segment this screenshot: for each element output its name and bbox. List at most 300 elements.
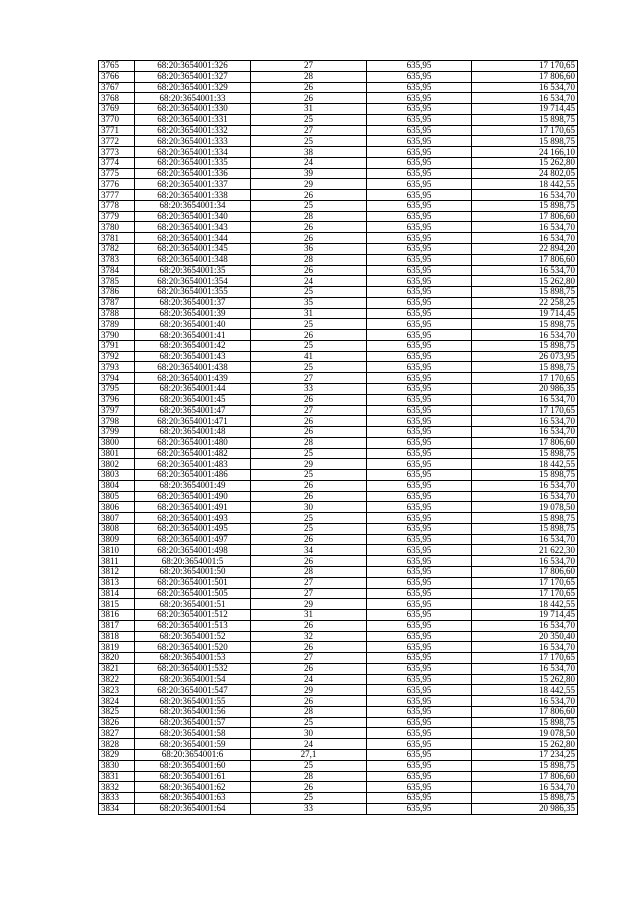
row-number: 3773 xyxy=(99,147,135,158)
rate-value: 635,95 xyxy=(367,244,472,255)
row-number: 3825 xyxy=(99,706,135,717)
table-row xyxy=(99,373,578,384)
cadastral-number: 68:20:3654001:61 xyxy=(135,771,251,782)
rate-value: 635,95 xyxy=(367,147,472,158)
area-value: 29 xyxy=(251,179,367,190)
row-number: 3789 xyxy=(99,319,135,330)
cadastral-number: 68:20:3654001:332 xyxy=(135,125,251,136)
total-value: 15 898,75 xyxy=(472,513,578,524)
area-value: 27 xyxy=(251,125,367,136)
cadastral-number: 68:20:3654001:52 xyxy=(135,631,251,642)
rate-value: 635,95 xyxy=(367,340,472,351)
total-value: 16 534,70 xyxy=(472,696,578,707)
total-value: 18 442,55 xyxy=(472,685,578,696)
table-row xyxy=(99,717,578,728)
row-number: 3824 xyxy=(99,696,135,707)
row-number: 3795 xyxy=(99,383,135,394)
cadastral-number: 68:20:3654001:327 xyxy=(135,71,251,82)
cadastral-number: 68:20:3654001:343 xyxy=(135,222,251,233)
table-row xyxy=(99,760,578,771)
row-number: 3776 xyxy=(99,179,135,190)
area-value: 24 xyxy=(251,674,367,685)
rate-value: 635,95 xyxy=(367,610,472,621)
area-value: 26 xyxy=(251,480,367,491)
cadastral-number: 68:20:3654001:35 xyxy=(135,265,251,276)
rate-value: 635,95 xyxy=(367,362,472,373)
total-value: 15 898,75 xyxy=(472,136,578,147)
rate-value: 635,95 xyxy=(367,168,472,179)
cadastral-number: 68:20:3654001:483 xyxy=(135,459,251,470)
rate-value: 635,95 xyxy=(367,383,472,394)
row-number: 3827 xyxy=(99,728,135,739)
row-number: 3813 xyxy=(99,577,135,588)
cadastral-number: 68:20:3654001:547 xyxy=(135,685,251,696)
row-number: 3806 xyxy=(99,502,135,513)
rate-value: 635,95 xyxy=(367,330,472,341)
total-value: 15 898,75 xyxy=(472,200,578,211)
row-number: 3815 xyxy=(99,599,135,610)
cadastral-number: 68:20:3654001:45 xyxy=(135,394,251,405)
cadastral-number: 68:20:3654001:39 xyxy=(135,308,251,319)
rate-value: 635,95 xyxy=(367,297,472,308)
rate-value: 635,95 xyxy=(367,179,472,190)
table-row xyxy=(99,394,578,405)
table-row xyxy=(99,125,578,136)
row-number: 3797 xyxy=(99,405,135,416)
rate-value: 635,95 xyxy=(367,319,472,330)
cadastral-number: 68:20:3654001:486 xyxy=(135,470,251,481)
rate-value: 635,95 xyxy=(367,480,472,491)
area-value: 27 xyxy=(251,61,367,72)
rate-value: 635,95 xyxy=(367,394,472,405)
row-number: 3799 xyxy=(99,427,135,438)
rate-value: 635,95 xyxy=(367,523,472,534)
row-number: 3803 xyxy=(99,470,135,481)
total-value: 17 170,65 xyxy=(472,125,578,136)
area-value: 26 xyxy=(251,556,367,567)
total-value: 17 170,65 xyxy=(472,588,578,599)
cadastral-number: 68:20:3654001:344 xyxy=(135,233,251,244)
area-value: 28 xyxy=(251,771,367,782)
cadastral-number: 68:20:3654001:56 xyxy=(135,706,251,717)
table-row xyxy=(99,470,578,481)
cadastral-number: 68:20:3654001:498 xyxy=(135,545,251,556)
cadastral-number: 68:20:3654001:491 xyxy=(135,502,251,513)
total-value: 17 170,65 xyxy=(472,577,578,588)
table-row xyxy=(99,750,578,761)
table-row xyxy=(99,405,578,416)
area-value: 27 xyxy=(251,405,367,416)
table-row xyxy=(99,728,578,739)
row-number: 3819 xyxy=(99,642,135,653)
table-row xyxy=(99,480,578,491)
total-value: 16 534,70 xyxy=(472,82,578,93)
rate-value: 635,95 xyxy=(367,631,472,642)
row-number: 3792 xyxy=(99,351,135,362)
area-value: 36 xyxy=(251,244,367,255)
row-number: 3790 xyxy=(99,330,135,341)
rate-value: 635,95 xyxy=(367,211,472,222)
table-body xyxy=(99,61,578,815)
row-number: 3798 xyxy=(99,416,135,427)
row-number: 3833 xyxy=(99,793,135,804)
rate-value: 635,95 xyxy=(367,416,472,427)
total-value: 16 534,70 xyxy=(472,480,578,491)
cadastral-number: 68:20:3654001:495 xyxy=(135,523,251,534)
total-value: 16 534,70 xyxy=(472,190,578,201)
rate-value: 635,95 xyxy=(367,61,472,72)
row-number: 3772 xyxy=(99,136,135,147)
cadastral-number: 68:20:3654001:59 xyxy=(135,739,251,750)
row-number: 3808 xyxy=(99,523,135,534)
area-value: 28 xyxy=(251,437,367,448)
table-row xyxy=(99,642,578,653)
rate-value: 635,95 xyxy=(367,276,472,287)
table-row xyxy=(99,383,578,394)
table-row xyxy=(99,157,578,168)
area-value: 35 xyxy=(251,297,367,308)
rate-value: 635,95 xyxy=(367,696,472,707)
area-value: 27 xyxy=(251,588,367,599)
table-row xyxy=(99,803,578,814)
area-value: 26 xyxy=(251,427,367,438)
area-value: 26 xyxy=(251,620,367,631)
table-row xyxy=(99,566,578,577)
total-value: 15 898,75 xyxy=(472,114,578,125)
table-row xyxy=(99,82,578,93)
row-number: 3828 xyxy=(99,739,135,750)
area-value: 39 xyxy=(251,168,367,179)
area-value: 27 xyxy=(251,373,367,384)
area-value: 28 xyxy=(251,211,367,222)
table-row xyxy=(99,61,578,72)
total-value: 17 806,60 xyxy=(472,706,578,717)
row-number: 3805 xyxy=(99,491,135,502)
rate-value: 635,95 xyxy=(367,771,472,782)
total-value: 22 894,20 xyxy=(472,244,578,255)
row-number: 3817 xyxy=(99,620,135,631)
total-value: 16 534,70 xyxy=(472,491,578,502)
area-value: 28 xyxy=(251,254,367,265)
rate-value: 635,95 xyxy=(367,793,472,804)
table-row xyxy=(99,319,578,330)
cadastral-number: 68:20:3654001:326 xyxy=(135,61,251,72)
table-row xyxy=(99,491,578,502)
rate-value: 635,95 xyxy=(367,93,472,104)
table-row xyxy=(99,448,578,459)
total-value: 18 442,55 xyxy=(472,179,578,190)
area-value: 25 xyxy=(251,448,367,459)
total-value: 16 534,70 xyxy=(472,534,578,545)
cadastral-number: 68:20:3654001:60 xyxy=(135,760,251,771)
table-row xyxy=(99,793,578,804)
row-number: 3802 xyxy=(99,459,135,470)
area-value: 25 xyxy=(251,793,367,804)
total-value: 16 534,70 xyxy=(472,222,578,233)
table-row xyxy=(99,663,578,674)
table-row xyxy=(99,696,578,707)
area-value: 32 xyxy=(251,631,367,642)
total-value: 16 534,70 xyxy=(472,265,578,276)
area-value: 26 xyxy=(251,265,367,276)
cadastral-number: 68:20:3654001:42 xyxy=(135,340,251,351)
row-number: 3800 xyxy=(99,437,135,448)
total-value: 16 534,70 xyxy=(472,416,578,427)
table-row xyxy=(99,771,578,782)
rate-value: 635,95 xyxy=(367,685,472,696)
row-number: 3809 xyxy=(99,534,135,545)
row-number: 3826 xyxy=(99,717,135,728)
total-value: 16 534,70 xyxy=(472,427,578,438)
area-value: 26 xyxy=(251,416,367,427)
cadastral-number: 68:20:3654001:34 xyxy=(135,200,251,211)
area-value: 28 xyxy=(251,706,367,717)
row-number: 3770 xyxy=(99,114,135,125)
area-value: 27 xyxy=(251,653,367,664)
area-value: 38 xyxy=(251,147,367,158)
rate-value: 635,95 xyxy=(367,437,472,448)
row-number: 3818 xyxy=(99,631,135,642)
table-row xyxy=(99,599,578,610)
rate-value: 635,95 xyxy=(367,566,472,577)
area-value: 25 xyxy=(251,200,367,211)
cadastral-number: 68:20:3654001:57 xyxy=(135,717,251,728)
total-value: 24 802,05 xyxy=(472,168,578,179)
table-row xyxy=(99,351,578,362)
cadastral-number: 68:20:3654001:345 xyxy=(135,244,251,255)
rate-value: 635,95 xyxy=(367,717,472,728)
row-number: 3780 xyxy=(99,222,135,233)
table-row xyxy=(99,308,578,319)
area-value: 26 xyxy=(251,642,367,653)
total-value: 17 170,65 xyxy=(472,653,578,664)
table-row xyxy=(99,233,578,244)
area-value: 25 xyxy=(251,470,367,481)
rate-value: 635,95 xyxy=(367,706,472,717)
row-number: 3812 xyxy=(99,566,135,577)
cadastral-number: 68:20:3654001:482 xyxy=(135,448,251,459)
row-number: 3807 xyxy=(99,513,135,524)
table-row xyxy=(99,674,578,685)
cadastral-number: 68:20:3654001:490 xyxy=(135,491,251,502)
total-value: 15 898,75 xyxy=(472,362,578,373)
cadastral-number: 68:20:3654001:33 xyxy=(135,93,251,104)
area-value: 26 xyxy=(251,222,367,233)
area-value: 28 xyxy=(251,71,367,82)
cadastral-number: 68:20:3654001:501 xyxy=(135,577,251,588)
row-number: 3814 xyxy=(99,588,135,599)
rate-value: 635,95 xyxy=(367,136,472,147)
cadastral-number: 68:20:3654001:497 xyxy=(135,534,251,545)
total-value: 15 898,75 xyxy=(472,760,578,771)
row-number: 3778 xyxy=(99,200,135,211)
cadastral-number: 68:20:3654001:329 xyxy=(135,82,251,93)
area-value: 27 xyxy=(251,577,367,588)
row-number: 3804 xyxy=(99,480,135,491)
area-value: 26 xyxy=(251,782,367,793)
rate-value: 635,95 xyxy=(367,448,472,459)
table-row xyxy=(99,297,578,308)
cadastral-number: 68:20:3654001:439 xyxy=(135,373,251,384)
total-value: 17 806,60 xyxy=(472,771,578,782)
total-value: 22 258,25 xyxy=(472,297,578,308)
row-number: 3821 xyxy=(99,663,135,674)
row-number: 3823 xyxy=(99,685,135,696)
row-number: 3811 xyxy=(99,556,135,567)
total-value: 17 806,60 xyxy=(472,211,578,222)
cadastral-number: 68:20:3654001:49 xyxy=(135,480,251,491)
area-value: 31 xyxy=(251,610,367,621)
table-row xyxy=(99,437,578,448)
rate-value: 635,95 xyxy=(367,470,472,481)
total-value: 16 534,70 xyxy=(472,556,578,567)
area-value: 26 xyxy=(251,82,367,93)
rate-value: 635,95 xyxy=(367,663,472,674)
total-value: 17 170,65 xyxy=(472,405,578,416)
total-value: 15 262,80 xyxy=(472,739,578,750)
total-value: 24 166,10 xyxy=(472,147,578,158)
rate-value: 635,95 xyxy=(367,556,472,567)
cadastral-number: 68:20:3654001:334 xyxy=(135,147,251,158)
row-number: 3816 xyxy=(99,610,135,621)
table-row xyxy=(99,739,578,750)
table-row xyxy=(99,523,578,534)
area-value: 30 xyxy=(251,502,367,513)
cadastral-number: 68:20:3654001:41 xyxy=(135,330,251,341)
rate-value: 635,95 xyxy=(367,534,472,545)
area-value: 26 xyxy=(251,330,367,341)
row-number: 3791 xyxy=(99,340,135,351)
table-row xyxy=(99,211,578,222)
rate-value: 635,95 xyxy=(367,674,472,685)
row-number: 3768 xyxy=(99,93,135,104)
total-value: 16 534,70 xyxy=(472,93,578,104)
table-row xyxy=(99,685,578,696)
rate-value: 635,95 xyxy=(367,373,472,384)
rate-value: 635,95 xyxy=(367,287,472,298)
cadastral-number: 68:20:3654001:47 xyxy=(135,405,251,416)
row-number: 3794 xyxy=(99,373,135,384)
total-value: 17 806,60 xyxy=(472,71,578,82)
cadastral-number: 68:20:3654001:513 xyxy=(135,620,251,631)
cadastral-number: 68:20:3654001:53 xyxy=(135,653,251,664)
area-value: 24 xyxy=(251,276,367,287)
area-value: 24 xyxy=(251,739,367,750)
area-value: 26 xyxy=(251,663,367,674)
rate-value: 635,95 xyxy=(367,222,472,233)
table-row xyxy=(99,620,578,631)
cadastral-number: 68:20:3654001:505 xyxy=(135,588,251,599)
row-number: 3771 xyxy=(99,125,135,136)
row-number: 3783 xyxy=(99,254,135,265)
rate-value: 635,95 xyxy=(367,599,472,610)
total-value: 17 170,65 xyxy=(472,61,578,72)
table-row xyxy=(99,287,578,298)
area-value: 25 xyxy=(251,114,367,125)
area-value: 29 xyxy=(251,599,367,610)
row-number: 3769 xyxy=(99,104,135,115)
rate-value: 635,95 xyxy=(367,157,472,168)
row-number: 3796 xyxy=(99,394,135,405)
area-value: 34 xyxy=(251,545,367,556)
rate-value: 635,95 xyxy=(367,254,472,265)
total-value: 20 986,35 xyxy=(472,383,578,394)
table-row xyxy=(99,114,578,125)
rate-value: 635,95 xyxy=(367,620,472,631)
rate-value: 635,95 xyxy=(367,233,472,244)
total-value: 16 534,70 xyxy=(472,620,578,631)
table-row xyxy=(99,653,578,664)
rate-value: 635,95 xyxy=(367,588,472,599)
row-number: 3834 xyxy=(99,803,135,814)
cadastral-number: 68:20:3654001:62 xyxy=(135,782,251,793)
table-row xyxy=(99,545,578,556)
row-number: 3787 xyxy=(99,297,135,308)
cadastral-number: 68:20:3654001:493 xyxy=(135,513,251,524)
area-value: 26 xyxy=(251,93,367,104)
area-value: 29 xyxy=(251,459,367,470)
cadastral-number: 68:20:3654001:354 xyxy=(135,276,251,287)
area-value: 29 xyxy=(251,685,367,696)
rate-value: 635,95 xyxy=(367,513,472,524)
row-number: 3766 xyxy=(99,71,135,82)
rate-value: 635,95 xyxy=(367,577,472,588)
table-row xyxy=(99,147,578,158)
cadastral-number: 68:20:3654001:58 xyxy=(135,728,251,739)
area-value: 30 xyxy=(251,728,367,739)
row-number: 3801 xyxy=(99,448,135,459)
total-value: 20 350,40 xyxy=(472,631,578,642)
area-value: 25 xyxy=(251,760,367,771)
table-row xyxy=(99,610,578,621)
total-value: 17 234,25 xyxy=(472,750,578,761)
table-row xyxy=(99,222,578,233)
cadastral-number: 68:20:3654001:64 xyxy=(135,803,251,814)
rate-value: 635,95 xyxy=(367,427,472,438)
area-value: 33 xyxy=(251,803,367,814)
total-value: 19 078,50 xyxy=(472,728,578,739)
table-row xyxy=(99,168,578,179)
table-row xyxy=(99,459,578,470)
cadastral-number: 68:20:3654001:348 xyxy=(135,254,251,265)
cadastral-number: 68:20:3654001:40 xyxy=(135,319,251,330)
cadastral-table xyxy=(98,60,578,815)
total-value: 15 898,75 xyxy=(472,470,578,481)
cadastral-number: 68:20:3654001:338 xyxy=(135,190,251,201)
total-value: 15 898,75 xyxy=(472,340,578,351)
rate-value: 635,95 xyxy=(367,653,472,664)
row-number: 3785 xyxy=(99,276,135,287)
cadastral-number: 68:20:3654001:480 xyxy=(135,437,251,448)
row-number: 3820 xyxy=(99,653,135,664)
area-value: 25 xyxy=(251,319,367,330)
cadastral-number: 68:20:3654001:335 xyxy=(135,157,251,168)
area-value: 26 xyxy=(251,491,367,502)
rate-value: 635,95 xyxy=(367,125,472,136)
row-number: 3781 xyxy=(99,233,135,244)
row-number: 3810 xyxy=(99,545,135,556)
cadastral-number: 68:20:3654001:44 xyxy=(135,383,251,394)
row-number: 3831 xyxy=(99,771,135,782)
rate-value: 635,95 xyxy=(367,114,472,125)
total-value: 18 442,55 xyxy=(472,599,578,610)
table-row xyxy=(99,534,578,545)
total-value: 15 262,80 xyxy=(472,276,578,287)
table-row xyxy=(99,631,578,642)
rate-value: 635,95 xyxy=(367,308,472,319)
total-value: 19 714,45 xyxy=(472,308,578,319)
total-value: 15 898,75 xyxy=(472,793,578,804)
